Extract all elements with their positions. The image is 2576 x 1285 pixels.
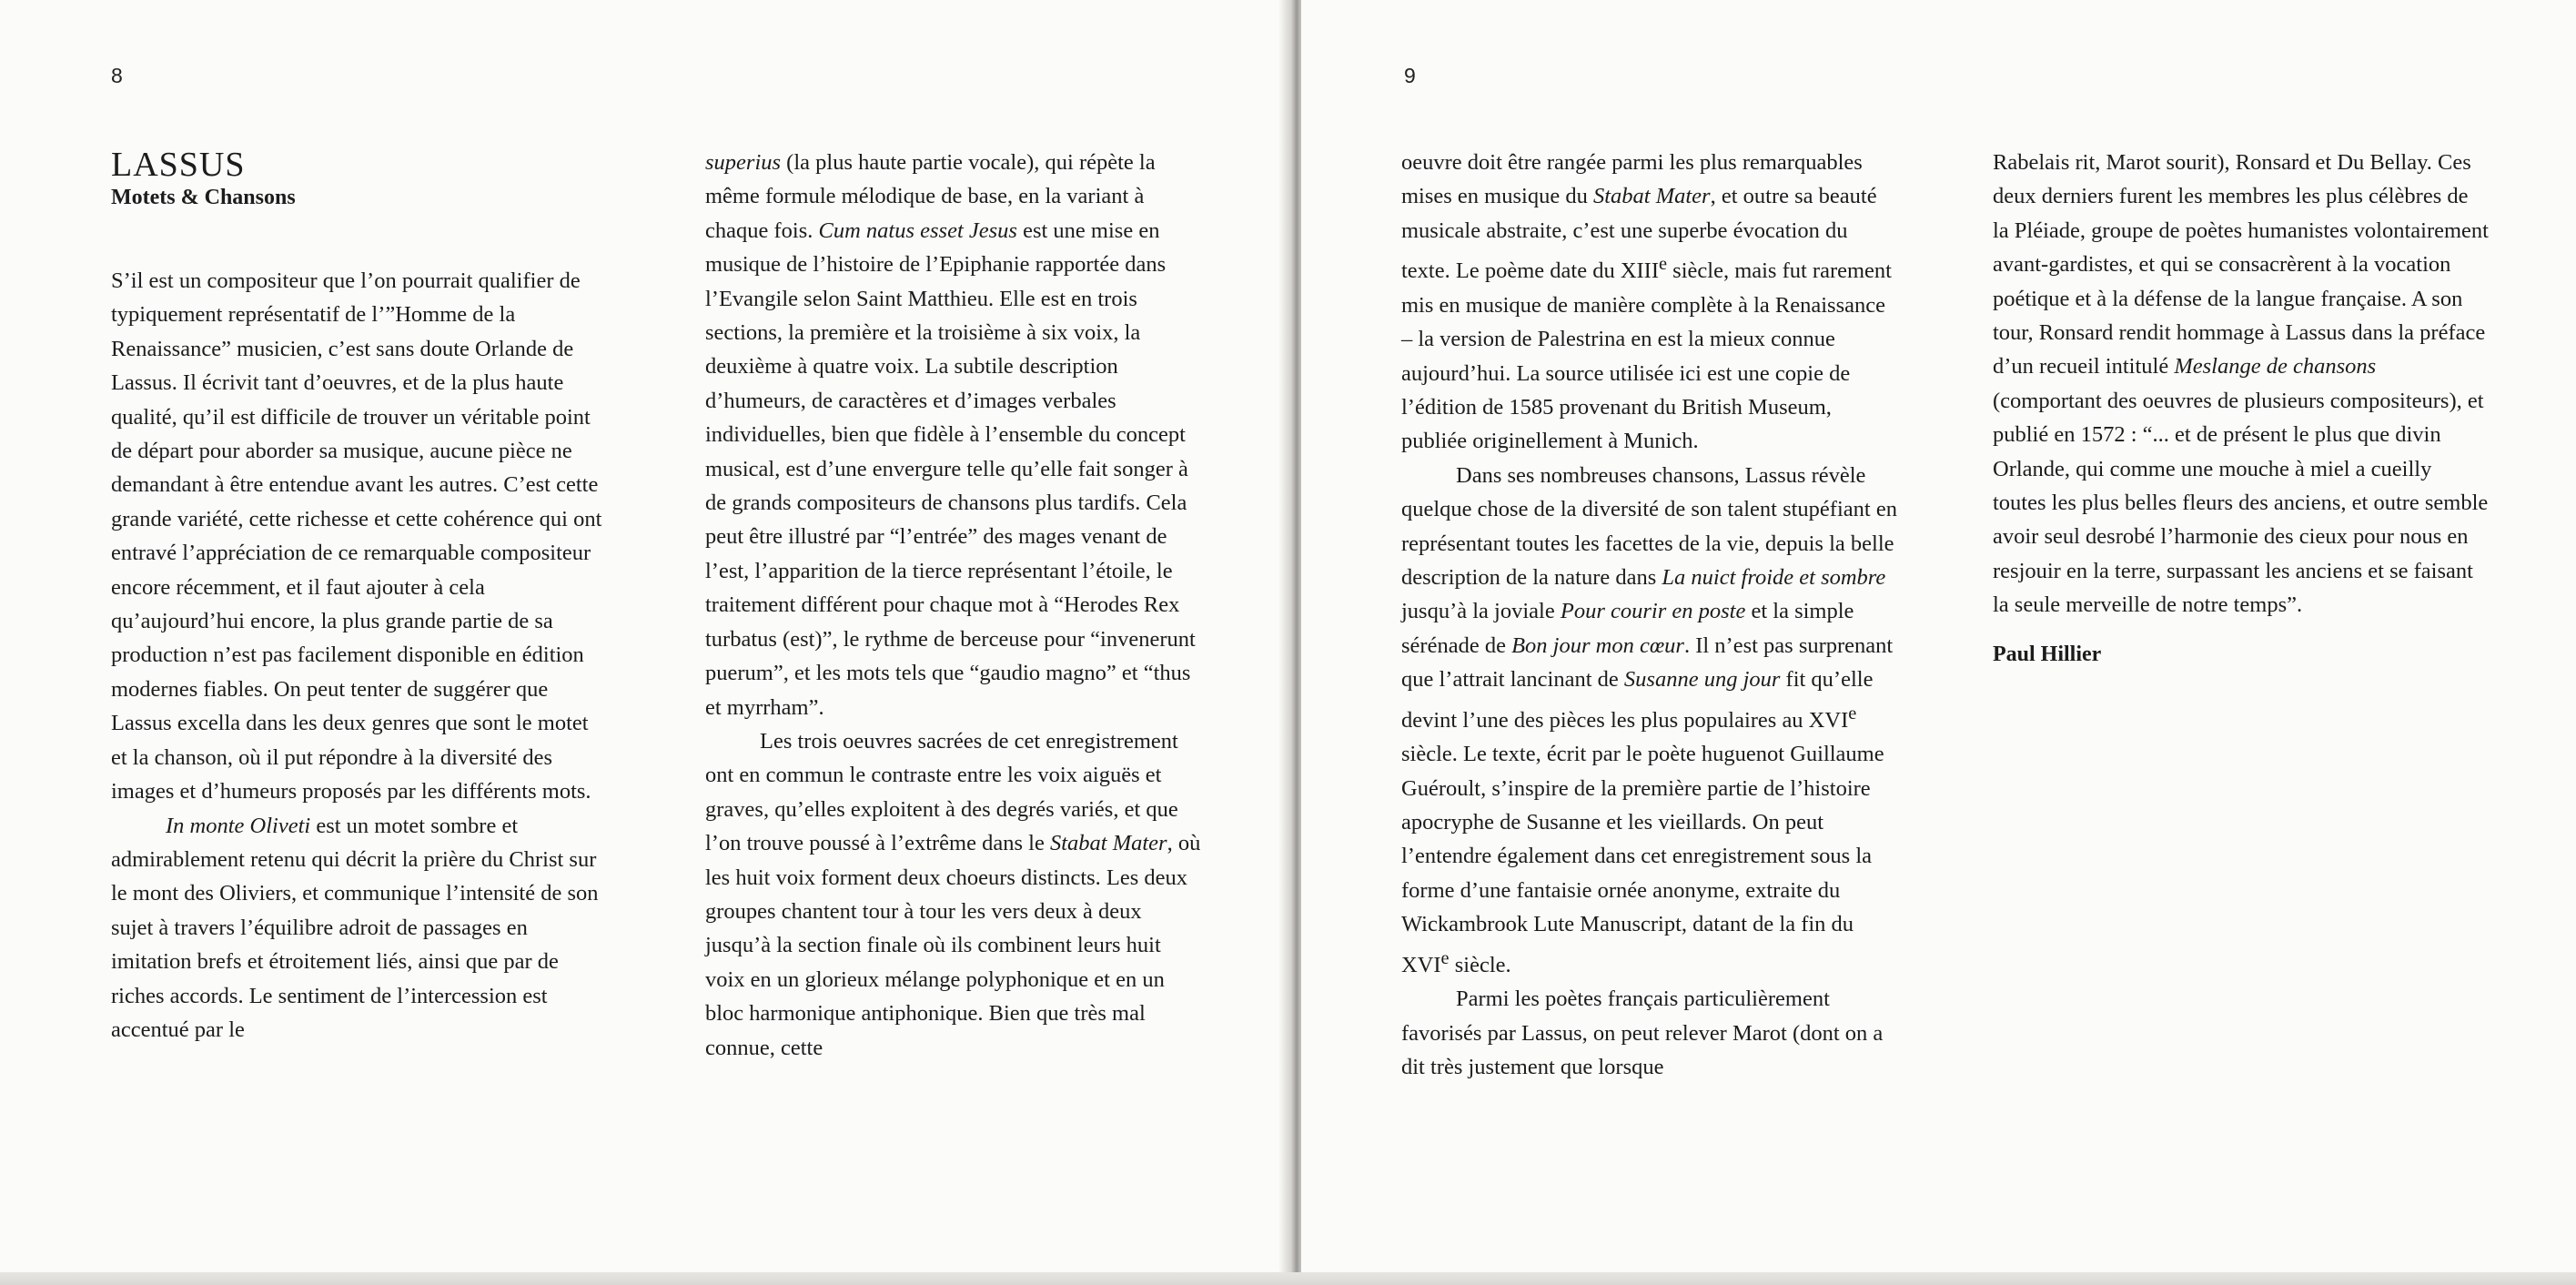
paragraph-text: Rabelais rit, Marot sourit), Ronsard et Du Bellay. Ces deux derniers furent les membres les plus célèbres de la Pléiade, groupe de poètes humanistes volontairement avant-gardistes, et qui se consacrèrent à la vocation poétique et à la défense de la langue française. A son tour, Ronsard rendit hommage à Lassus dans la préface d’un recueil intitulé bbox=[1993, 150, 2489, 379]
work-title-cum-natus: Cum natus esset Jesus bbox=[818, 218, 1017, 243]
left-page bbox=[0, 0, 1290, 1274]
work-title-pour-courir: Pour courir en poste bbox=[1560, 599, 1746, 624]
work-title-la-nuict: La nuict froide et sombre bbox=[1662, 565, 1886, 591]
column-1 bbox=[111, 146, 607, 1047]
right-page bbox=[1301, 0, 2576, 1274]
paragraph-text: , où les huit voix forment deux choeurs distincts. Les deux groupes chantent tour à tour les vers deux à deux jusqu’à la section finale où ils combinent leurs huit voix en un glorieux mélange polyphonique et en un bloc harmonique antiphonique. Bien que très mal connue, cette bbox=[705, 831, 1201, 1060]
work-title-meslange: Meslange de chansons bbox=[2174, 354, 2377, 379]
page-number-left: 8 bbox=[111, 64, 123, 87]
paragraph-oeuvres-sacrees bbox=[705, 724, 1201, 1065]
superscript: e bbox=[1440, 947, 1450, 968]
column-4 bbox=[1993, 146, 2489, 667]
column-3 bbox=[1401, 146, 1897, 1084]
paragraph-text: est une mise en musique de l’histoire de l’Epiphanie rapportée dans l’Evangile selon Saint Matthieu. Elle est en trois sections, la première et la troisième à six voix, la deuxième à quatre voix. La subtile description d’humeurs, de caractères et d’images verbales individuelles, bien que fidèle à l’ensemble du concept musical, est d’une envergure telle qu’elle fait songer à de grands compositeurs de chansons plus tardifs. Cela peut être illustré par “l’entrée” des mages venant de l’est, l’apparition de la tierce représentant l’étoile, le traitement différent pour chaque mot à “Herodes Rex turbatus (est)”, le rythme de berceuse pour “invenerunt puerum”, et les mots tels que “gaudio magno” et “thus et myrrham”. bbox=[705, 218, 1196, 720]
paragraph-text: fit qu’elle devint l’une des pièces les plus populaires au XVI bbox=[1401, 667, 1874, 733]
paragraph-in-monte-oliveti bbox=[111, 809, 607, 1047]
page-number-right: 9 bbox=[1404, 64, 1416, 87]
document-subtitle: Motets & Chansons bbox=[111, 186, 296, 209]
superscript: e bbox=[1848, 703, 1857, 723]
paragraph-text: jusqu’à la joviale bbox=[1401, 599, 1561, 624]
paragraph-text: siècle. bbox=[1449, 952, 1511, 977]
work-title-susanne: Susanne ung jour bbox=[1623, 667, 1781, 693]
paragraph-text: siècle. Le texte, écrit par le poète huguenot Guillaume Guéroult, s’inspire de la première partie de l’histoire apocryphe de Susanne et les vieillards. On peut l’entendre également dans cet enregistrement sous la forme d’une fantaisie ornée anonyme, extraite du Wickambrook Lute Manuscript, datant de la fin du XVI bbox=[1401, 742, 1884, 977]
superscript: e bbox=[1658, 254, 1668, 275]
paragraph-superius bbox=[705, 146, 1201, 724]
paragraph-text: siècle, mais fut rarement mis en musique de manière complète à la Renaissance – la version de Palestrina en est la mieux connue aujourd’hui. La source utilisée ici est une copie de l’édition de 1585 provenant du British Museum, publiée originellement à Munich. bbox=[1401, 258, 1892, 454]
paragraph-text: . Il n’est pas surprenant que l’attrait lancinant de bbox=[1401, 632, 1894, 693]
page-bottom-edge bbox=[0, 1272, 2576, 1285]
paragraph-text: (comportant des oeuvres de plusieurs compositeurs), et publié en 1572 : “... et de présent le plus que divin Orlande, qui comme une mouche à miel a cueilly toutes les plus belles fleurs des anciens, et outre semble avoir seul desrobé l’harmonie des cieux pour nous en resjouir en la terre, surpassant les anciens et se faisant la seule merveille de notre temps”. bbox=[1993, 388, 2489, 618]
paragraph-chansons bbox=[1401, 459, 1897, 982]
paragraph-stabat-mater bbox=[1401, 146, 1897, 459]
paragraph-text: Les trois oeuvres sacrées de cet enregistrement ont en commun le contraste entre les voix aiguës et graves, qu’elles exploitent à des degrés variés, et que l’on trouve poussé à l’extrême dans le bbox=[705, 728, 1178, 856]
paragraph-poetes: Parmi les poètes français particulièrement favorisés par Lassus, on peut relever Marot (dont on a dit très justement que lorsque bbox=[1401, 987, 1884, 1080]
paragraph-text: (la plus haute partie vocale), qui répète la même formule mélodique de base, en la variant à chaque fois. bbox=[705, 150, 1156, 243]
paragraph-intro: S’il est un compositeur que l’on pourrait qualifier de typiquement représentatif de l’”Homme de la Renaissance” musicien, c’est sans doute Orlande de Lassus. Il écrivit tant d’oeuvres, et de la plus haute qualité, qu’il est difficile de trouver un véritable point de départ pour aborder sa musique, aucune pièce ne demandant à être entendue avant les autres. C’est cette grande variété, cette richesse et cette cohérence qui ont entravé l’appréciation de ce remarquable compositeur encore récemment, et il faut ajouter à cela qu’aujourd’hui encore, la plus grande partie de sa production n’est pas facilement disponible en édition modernes fiables. On peut tenter de suggérer que Lassus excella dans les deux genres que sont le motet et la chanson, où il put répondre à la diversité des images et d’humeurs proposés par les différents mots. bbox=[111, 268, 602, 804]
paragraph-ronsard bbox=[1993, 146, 2489, 622]
author-signature: Paul Hillier bbox=[1993, 642, 2102, 666]
paragraph-text: et la simple sérénade de bbox=[1401, 599, 1854, 658]
paragraph-text: est un motet sombre et admirablement retenu qui décrit la prière du Christ sur le mont des Oliviers, et communique l’intensité de son sujet à travers l’équilibre adroit de passages en imitation brefs et étroitement liés, ainsi que par de riches accords. Le sentiment de l’intercession est accentué par le bbox=[111, 813, 599, 1042]
work-title-bon-jour: Bon jour mon cœur bbox=[1511, 632, 1684, 658]
document-title: LASSUS bbox=[111, 146, 246, 184]
paragraph-text: , et outre sa beauté musicale abstraite, c’est une superbe évocation du texte. Le poème date du XIII bbox=[1401, 184, 1877, 284]
work-title-stabat-mater-2: Stabat Mater bbox=[1592, 184, 1711, 209]
term-superius: superius bbox=[705, 150, 782, 175]
work-title-in-monte-oliveti: In monte Oliveti bbox=[166, 813, 311, 838]
paragraph-text: Dans ses nombreuses chansons, Lassus révèle quelque chose de la diversité de son talent stupéfiant en représentant toutes les facettes de la vie, depuis la belle description de la nature dans bbox=[1401, 462, 1897, 591]
work-title-stabat-mater: Stabat Mater bbox=[1049, 831, 1167, 856]
paragraph-text: oeuvre doit être rangée parmi les plus remarquables mises en musique du bbox=[1401, 150, 1863, 209]
column-2 bbox=[705, 146, 1201, 1065]
